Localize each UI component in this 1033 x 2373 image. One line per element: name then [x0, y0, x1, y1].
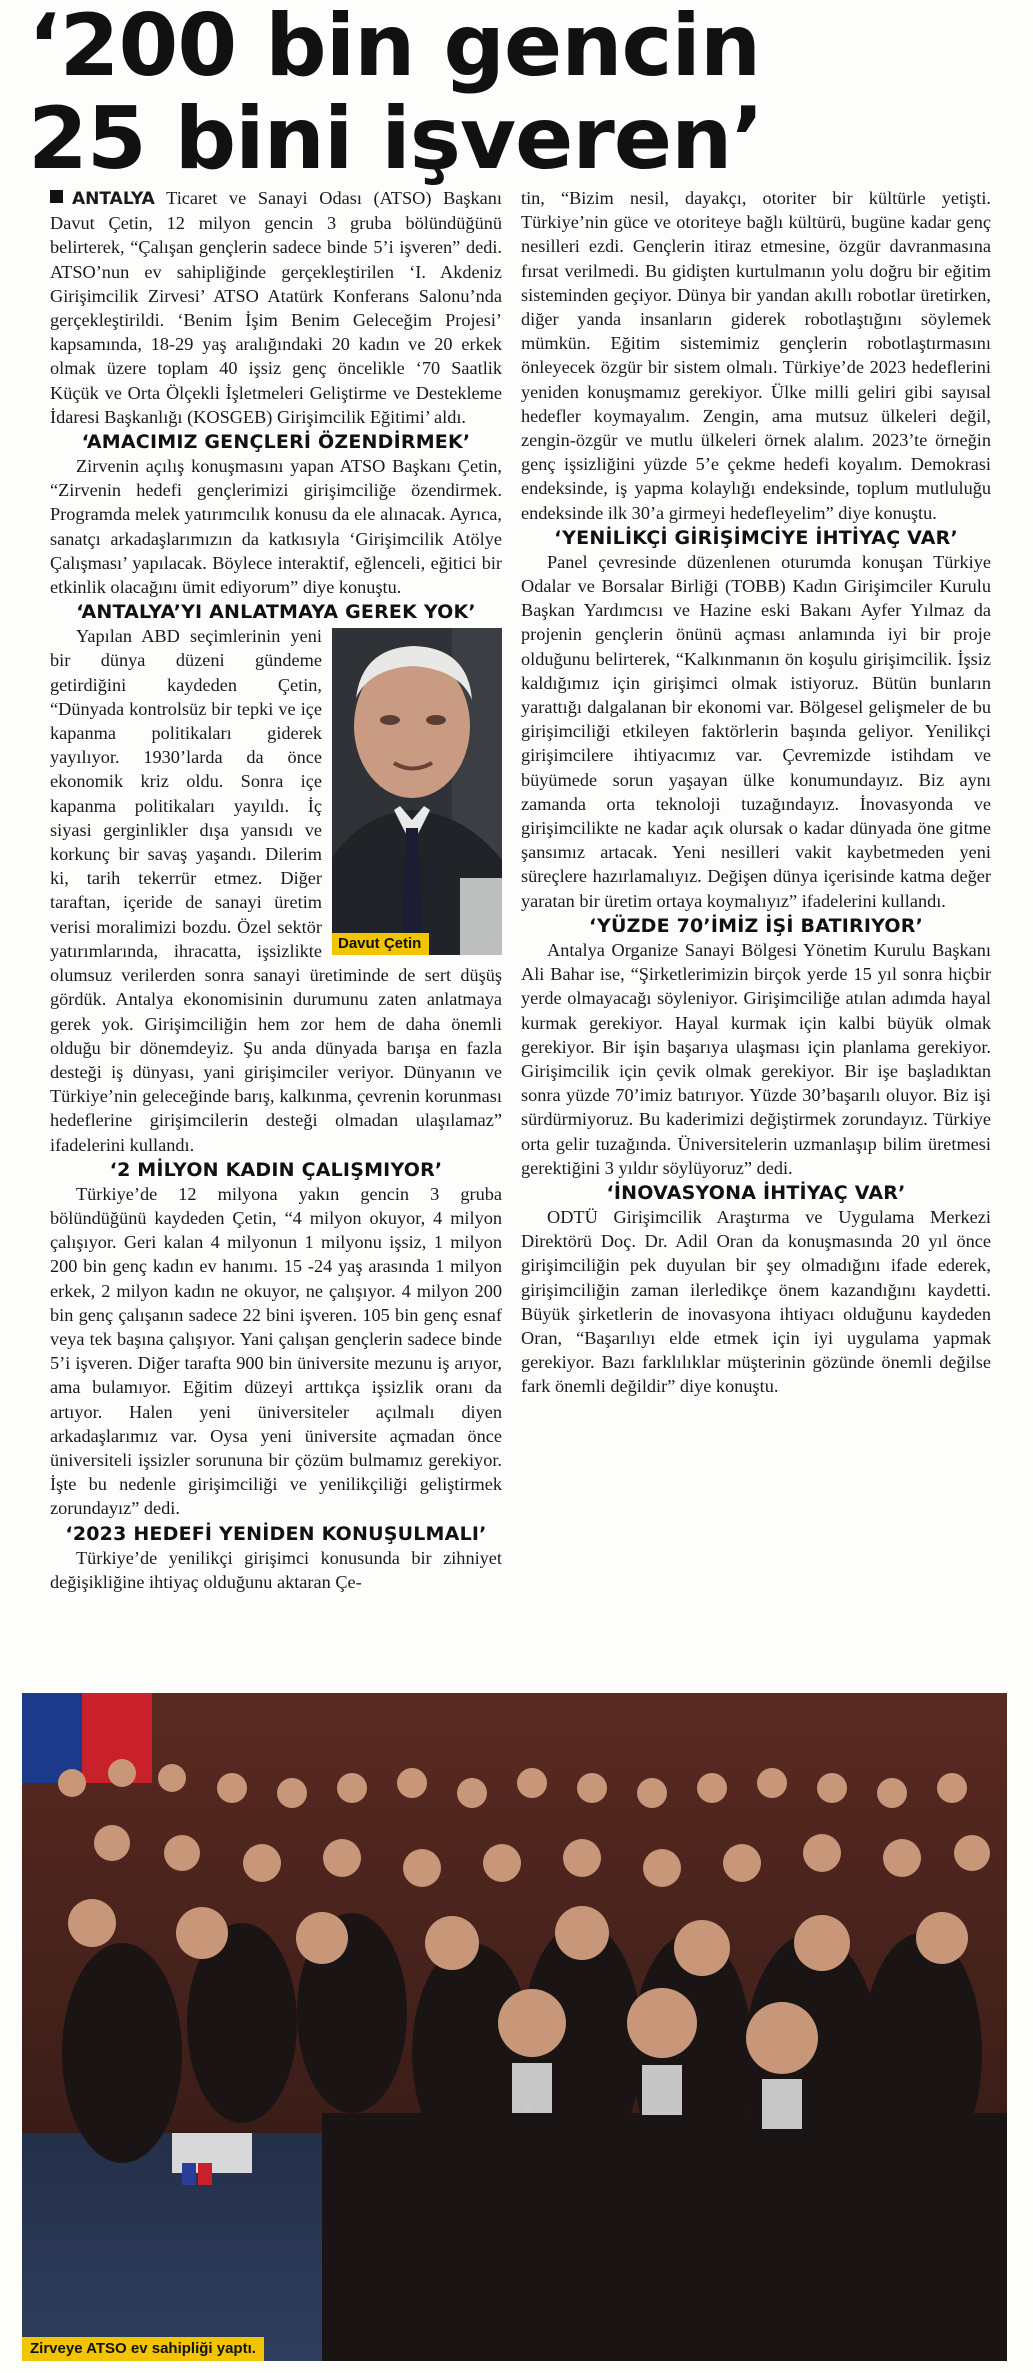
headline-line-1: ‘200 bin gencin	[28, 0, 761, 96]
subheading: ‘2023 HEDEFİ YENİDEN KONUŞULMALI’	[65, 1522, 487, 1545]
headline	[28, 0, 1018, 189]
dateline: ANTALYA	[72, 189, 155, 209]
body-paragraph: Türkiye’de 12 milyona yakın gencin 3 gruba bölündüğünü kaydeden Çetin, “4 milyon okuyor, 4 milyon çalışıyor. Geri kalan 4 milyonun 1 milyonu işsiz, 1 milyon 200 bin genç kadın ev hanımı. 15 -24 yaş arasında 1 milyon erkek, 2 milyon kadın ne okuyor, ne çalışıyor. 4 milyon 200 bin genç çalışanın sadece 22 bini işveren. 105 bin genç esnaf veya tek başına çalışıyor. Yani çalışan gençlerin sadece binde 5’i işveren. Diğer tarafta 900 bin üniversite mezunu iş arıyor, ama bulamıyor. Eğitim düzeyi arttıkça işsizlik oranı da artıyor. Halen yeni üniversiteler açılmalı diyen arkadaşlarımız var. Oysa yeni üniversite açmadan önce üniversiteli işsizler sorununa bir çözüm bulmamız gerekiyor. İşte bu nedenle girişimciliği ve yenilikçiliği geliştirmek zorundayız” dedi.	[50, 1183, 502, 1519]
body-paragraph: Zirvenin açılış konuşmasını yapan ATSO Başkanı Çetin, “Zirvenin hedefi gençlerimizi girişimciliğe özendirmek. Programda melek yatırımcılık konusu da ele alınacak. Ayrıca, sanatçı arkadaşlarımızın da katkısıyla ‘Girişimcilik Atölye Çalışması’ yapılacak. Böylece interaktif, eğlenceli, eğitici bir etkinlik olacağını ümit ediyorum” diye konuştu.	[50, 456, 502, 598]
portrait-image	[332, 628, 502, 955]
bullet-square-icon	[50, 190, 63, 203]
portrait-photo	[332, 628, 502, 955]
subheading: ‘ANTALYA’YI ANLATMAYA GEREK YOK’	[76, 601, 476, 624]
body-paragraph: Yapılan ABD seçimlerinin yeni bir dünya düzeni gündeme getirdiğini kaydeden Çetin, “Dünyada kontrolsüz bir tepki ve içe kapanma politikaları giderek yayılıyor. 1930’larda da önce ekonomik kriz oldu. Sonra içe kapanma politikaları yayıldı. İç siyasi gerginlikler dışa yansıdı ve korkunç bir savaş yaşandı. Dilerim ki, tarih tekerrür etmez. Diğer taraftan, içeride de sanayi üretim verisi moralimizi bozdu. Özel sektör yatırımlarında, ihracatta, işsizlikte olumsuz verilerden sonra sanayi üretiminde de sert düşüş gördük. Antalya ekonomisinin durumunu zaten anlatmaya gerek yok. Girişimciliğin hem zor hem de daha önemli olduğu bir dönemdeyiz. Şu anda dünyada barışa en fazla desteği iş dünyası, yani girişimciler veriyor. Dünyanın ve Türkiye’nin geleceğinde barış, kalkınma, çevrenin korunması hedeflerine girişimcilerin desteği olmadan ulaşılamaz” ifadelerini kullandı.	[50, 626, 502, 1155]
body-paragraph: Panel çevresinde düzenlenen oturumda konuşan Türkiye Odalar ve Borsalar Birliği (TOBB) Kadın Girişimciler Kurulu Başkan Yardımcısı ve Hazine eski Bakanı Ayfer Yılmaz da projenin gençlerin önünü açması anlamında iyi bir proje olduğunu belirterek, “Kalkınmanın ön koşulu girişimcilik. İşsiz kaldığımız için girişimci olmak istiyoruz. Bütün bunların yarattığı dalgalanan bir ekonomi var. Bölgesel gelişmeler de bu girişimciliği etkileyen faktörlerin başında geliyor. Yenilikçi girişimcilere ihtiyacımız var. Çevremizde istihdam ve büyümede sorun yaşayan ülke konumundayız. Biz aynı zamanda orta teknoloji tuzağındayız. İnovasyonda ve girişimcilikte ne kadar açık olursak o kadar dünyada öne gitme şansımız artacak. Yeni nesilleri vakit kaybetmeden yeni süreçlere hazırlamalıyız. Değişen dünya içerisinde katma değer yaratan bir üretim ortaya koymalıyız” ifadelerini kullandı.	[521, 551, 991, 911]
article-column-1	[50, 186, 502, 1594]
portrait-caption: Davut Çetin	[332, 933, 429, 955]
photo-caption: Zirveye ATSO ev sahipliği yaptı.	[22, 2337, 264, 2361]
audience-photo	[22, 1693, 1007, 2361]
body-paragraph: Türkiye’de yenilikçi girişimci konusunda bir zihniyet değişikliğine ihtiyaç olduğunu aktaran Çe-	[50, 1547, 502, 1592]
body-paragraph: Antalya Organize Sanayi Bölgesi Yönetim Kurulu Başkanı Ali Bahar ise, “Şirketlerimizin birçok yerde 15 yıl sonra hiçbir yerde olmayacağı söyleniyor. Girişimciliğe atılan adımda hayal kurmak gerekiyor. Hayal kurmak için kalbi büyük olmak gerekiyor. Bir işin başarıya ulaşması için planlama gerekiyor. Girişimcilik için çevik olmak gerekiyor. Bir işe başladıktan sonra yüzde 70’imiz batırıyor. Yüzde 30’başarılı oluyor. Biz işi sürdürmiyoruz. Bu kaderimizi değiştirmek zorundayız. Türkiye orta gelir tuzağında. Üniversitelerin uzmanlaşıp bilim üretmesi gerektiğini 3 yıldır söylüyoruz” dedi.	[521, 939, 991, 1178]
subheading: ‘YÜZDE 70’İMİZ İŞİ BATIRIYOR’	[588, 914, 924, 937]
headline-line-2: 25 bini işveren’	[28, 89, 763, 189]
portrait-illustration	[332, 628, 502, 955]
lead-paragraph	[50, 186, 502, 429]
subheading: ‘2 MİLYON KADIN ÇALIŞMIYOR’	[109, 1158, 443, 1181]
subheading: ‘İNOVASYONA İHTİYAÇ VAR’	[606, 1181, 906, 1204]
lead-text: Ticaret ve Sanayi Odası (ATSO) Başkanı Davut Çetin, 12 milyon gencin 3 gruba bölündüğünü belirterek, “Çalışan gençlerin sadece binde 5’i işveren” dedi. ATSO’nun ev sahipliğinde gerçekleştirilen ‘I. Akdeniz Girişimcilik Zirvesi’ ATSO Atatürk Konferans Salonu’nda gerçekleştirildi. ‘Benim İşim Benim Geleceğim Projesi’ kapsamında, 18-29 yaş aralığındaki 20 kadın ve 20 erkek olmak üzere toplam 40 işsiz genç öncelikle ‘70 Saatlik Küçük ve Orta Ölçekli İşletmeleri Geliştirme ve Destekleme İdaresi Başkanlığı (KOSGEB) Girişimcilik Eğitimi’ aldı.	[50, 188, 502, 427]
article-column-2	[521, 186, 991, 1399]
audience-illustration	[22, 1693, 1007, 2361]
subheading: ‘YENİLİKÇİ GİRİŞİMCİYE İHTİYAÇ VAR’	[554, 526, 958, 549]
body-paragraph: ODTÜ Girişimcilik Araştırma ve Uygulama Merkezi Direktörü Doç. Dr. Adil Oran da konuşmasında 20 yıl önce girişimciliğin pek duyulan bir şey olmadığını ifade ederek, girişimciliğin zaman ilerledikçe önem kazandığını kaydetti. Büyük şirketlerin de inovasyona ihtiyacı olduğunu kaydeden Oran, “Başarılıyı elde etmek için iyi uygulama yapmak gerekiyor. Bazı farklılıklar müşterinin gözünde önemli değilse fark önemli değildir” diye konuştu.	[521, 1206, 991, 1397]
body-paragraph: tin, “Bizim nesil, dayakçı, otoriter bir kültürle yetişti. Türkiye’nin güce ve otoriteye bağlı kültürü, bugüne kadar genç nesilleri ezdi. Gençlerin itiraz etmesine, özgür davranmasına fırsat verilmedi. Bu gidişten kurtulmanın yolu doğru bir eğitim sisteminden geçiyor. Dünya bir yandan akıllı robotlar üretirken, diğer yanda insanların giderek robotlaştığını söylemek mümkün. Eğitim sistemimiz gençlerin robotlaştırmasını önleyecek özgür bir sistem olmalı. Türkiye’de 2023 hedeflerini yeniden konuşmamız gerekiyor. Ülke milli geliri gibi sayısal hedefler koymayalım. Zengin, ama mutsuz ülkeleri değil, zengin-özgür ve mutlu ülkeleri örnek alalım. 2023’te örneğin genç işsizliğini yüzde 5’e çekme hedefi koyalım. Demokrasi endeksinde, iş yapma kolaylığı endeksinde, toplum mutluluğu endeksinde ilk 30’a girmeyi hedefleyelim” diye konuştu.	[521, 188, 991, 523]
subheading: ‘AMACIMIZ GENÇLERİ ÖZENDİRMEK’	[81, 431, 471, 454]
